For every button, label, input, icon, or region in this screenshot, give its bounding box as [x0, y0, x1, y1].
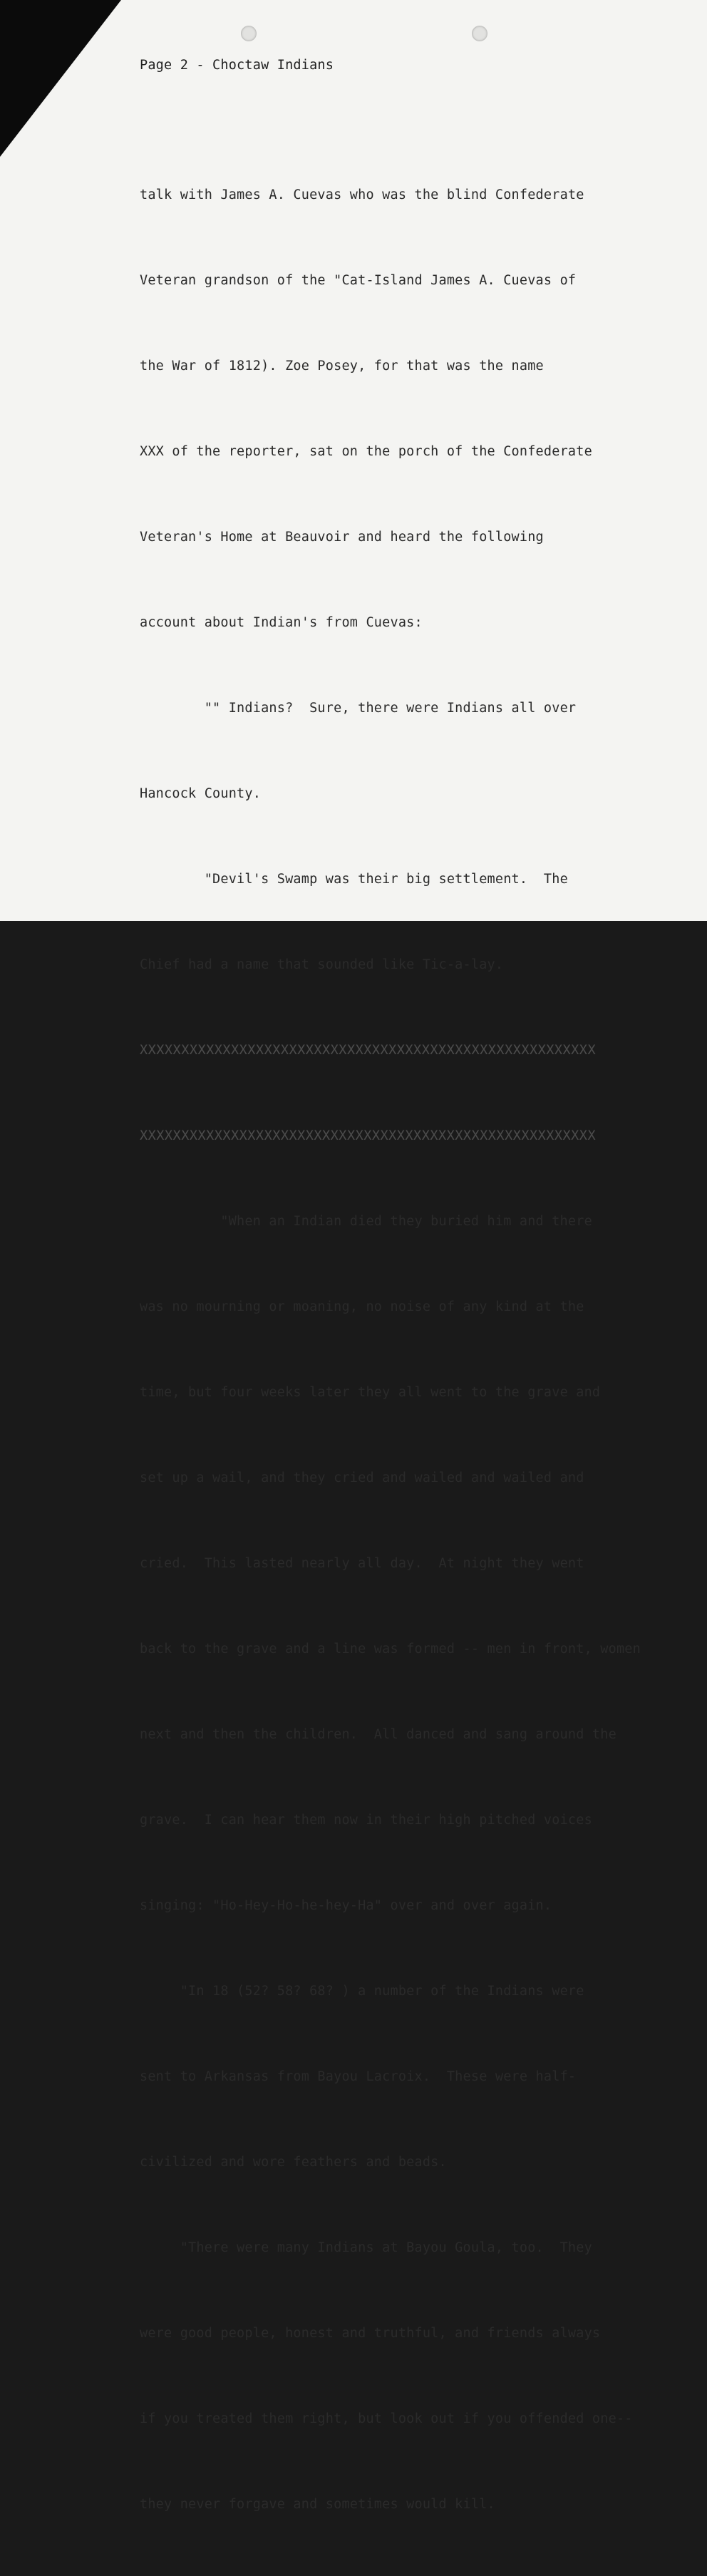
text-line: Chief had a name that sounded like Tic-a-lay. — [140, 957, 504, 972]
text-line: civilized and wore feathers and beads. — [140, 2155, 447, 2170]
text-line: XXX of the reporter, sat on the porch of the Confederate — [140, 444, 592, 459]
text-line: singing: "Ho-Hey-Ho-he-hey-Ha" over and over again. — [140, 1898, 552, 1913]
text-line: sent to Arkansas from Bayou Lacroix. These were half- — [140, 2069, 577, 2084]
text-line: next and then the children. All danced and sang around the — [140, 1727, 616, 1742]
text-line: "Devil's Swamp was their big settlement. The — [140, 872, 568, 887]
text-line: Veteran's Home at Beauvoir and heard the following — [140, 530, 544, 545]
text-line: back to the grave and a line was formed -- men in front, women — [140, 1642, 641, 1657]
text-line: "There were many Indians at Bayou Goula, too. They — [140, 2240, 592, 2255]
struck-through-line: XXXXXXXXXXXXXXXXXXXXXXXXXXXXXXXXXXXXXXXXXXXXXXXXXXXXXXX — [140, 1043, 597, 1058]
torn-corner — [0, 0, 121, 157]
punch-hole-right — [472, 26, 487, 41]
text-line: cried. This lasted nearly all day. At night they went — [140, 1556, 584, 1571]
text-line: "When an Indian died they buried him and there — [140, 1214, 592, 1229]
text-line: Veteran grandson of the "Cat-Island James A. Cuevas of — [140, 273, 577, 288]
text-line: time, but four weeks later they all went to the grave and — [140, 1385, 601, 1400]
text-line: the War of 1812). Zoe Posey, for that was the name — [140, 359, 544, 373]
page-header: Page 2 - Choctaw Indians — [140, 58, 334, 73]
text-line: was no mourning or moaning, no noise of any kind at the — [140, 1299, 584, 1314]
text-line: were good people, honest and truthful, and friends always — [140, 2326, 601, 2341]
text-line: if you treated them right, but look out if you offended one-- — [140, 2411, 633, 2426]
struck-through-line: XXXXXXXXXXXXXXXXXXXXXXXXXXXXXXXXXXXXXXXXXXXXXXXXXXXXXXX — [140, 1128, 597, 1143]
text-line: "" Indians? Sure, there were Indians all over — [140, 701, 577, 716]
text-line: "In 18 (52? 58? 68? ) a number of the Indians were — [140, 1984, 584, 1999]
punch-hole-left — [241, 26, 257, 41]
text-line: Hancock County. — [140, 786, 262, 801]
text-line: account about Indian's from Cuevas: — [140, 615, 423, 630]
text-line: talk with James A. Cuevas who was the blind Confederate — [140, 187, 584, 202]
text-line: they never forgave and sometimes would kill. — [140, 2497, 495, 2512]
text-line: set up a wail, and they cried and wailed and wailed and — [140, 1470, 584, 1485]
body-text — [140, 124, 641, 2576]
text-line: grave. I can hear them now in their high pitched voices — [140, 1813, 592, 1828]
